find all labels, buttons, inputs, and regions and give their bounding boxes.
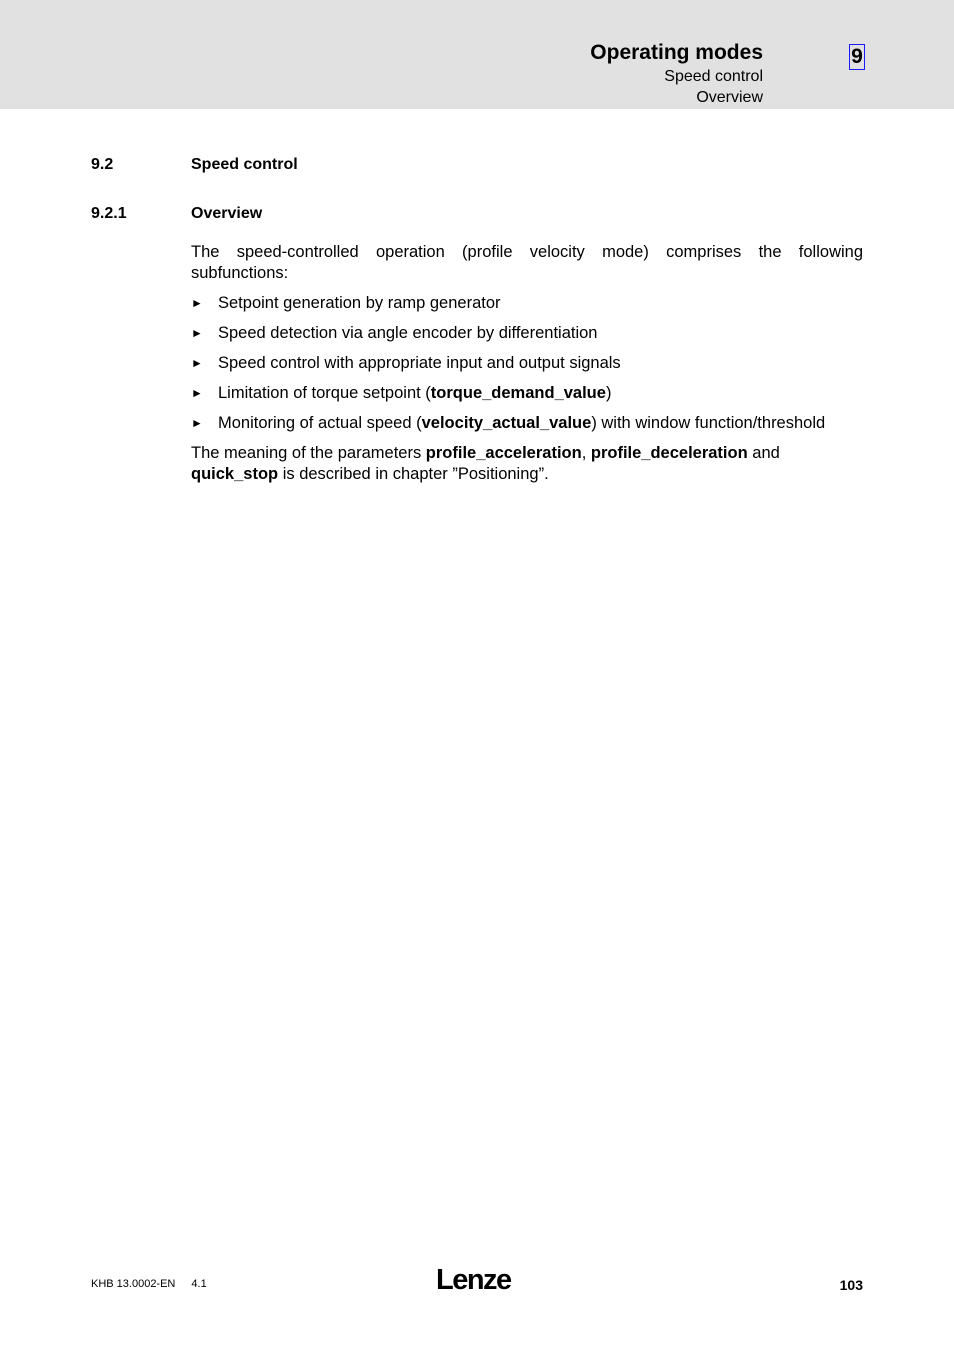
page-number: 103: [839, 1277, 863, 1293]
closing-text: and: [747, 444, 780, 462]
bullet-arrow-icon: ►: [191, 326, 203, 340]
parameter-name: profile_acceleration: [425, 444, 582, 462]
list-item-text: Setpoint generation by ramp generator: [218, 294, 501, 312]
header-band: [0, 0, 954, 109]
closing-text: is described in chapter ”Positioning”.: [278, 465, 549, 483]
section-number: 9.2: [91, 156, 114, 173]
list-item-text-pre: Limitation of torque setpoint (: [218, 384, 431, 402]
list-item: [191, 383, 863, 404]
bullet-arrow-icon: ►: [191, 386, 203, 400]
list-item: [191, 293, 863, 314]
subsection-subtitle: Overview: [696, 89, 763, 106]
body-content: [191, 242, 863, 485]
list-item-text-post: ): [605, 384, 612, 402]
subfunction-list: [191, 293, 863, 434]
list-item-text-pre: Monitoring of actual speed (: [218, 414, 422, 432]
closing-text: ,: [581, 444, 591, 462]
parameter-name: quick_stop: [191, 465, 279, 483]
section-heading: Speed control: [191, 156, 298, 173]
subsection-heading: Overview: [191, 205, 263, 222]
closing-paragraph: [191, 443, 863, 485]
closing-text: The meaning of the parameters: [191, 444, 426, 462]
list-item: [191, 413, 863, 434]
lenze-logo: Lenze: [436, 1264, 511, 1296]
bullet-arrow-icon: ►: [191, 416, 203, 430]
list-item-text: Speed control with appropriate input and output signals: [218, 354, 621, 372]
bullet-arrow-icon: ►: [191, 356, 203, 370]
intro-paragraph: The speed-controlled operation (profile velocity mode) comprises the following subfunctions:: [191, 243, 863, 282]
document-version: 4.1: [191, 1278, 207, 1290]
subsection-number: 9.2.1: [91, 205, 127, 222]
list-item: [191, 323, 863, 344]
chapter-number-link[interactable]: 9: [849, 44, 865, 70]
list-item: [191, 353, 863, 374]
section-subtitle: Speed control: [664, 68, 763, 85]
document-id: KHB 13.0002-EN: [91, 1278, 176, 1290]
bullet-arrow-icon: ►: [191, 296, 203, 310]
list-item-text-post: ) with window function/threshold: [591, 414, 826, 432]
chapter-title: Operating modes: [590, 41, 763, 64]
parameter-name: torque_demand_value: [430, 384, 606, 402]
parameter-name: velocity_actual_value: [421, 414, 592, 432]
footer-document-id: [91, 1278, 207, 1290]
list-item-text: Speed detection via angle encoder by differentiation: [218, 324, 598, 342]
parameter-name: profile_deceleration: [590, 444, 748, 462]
